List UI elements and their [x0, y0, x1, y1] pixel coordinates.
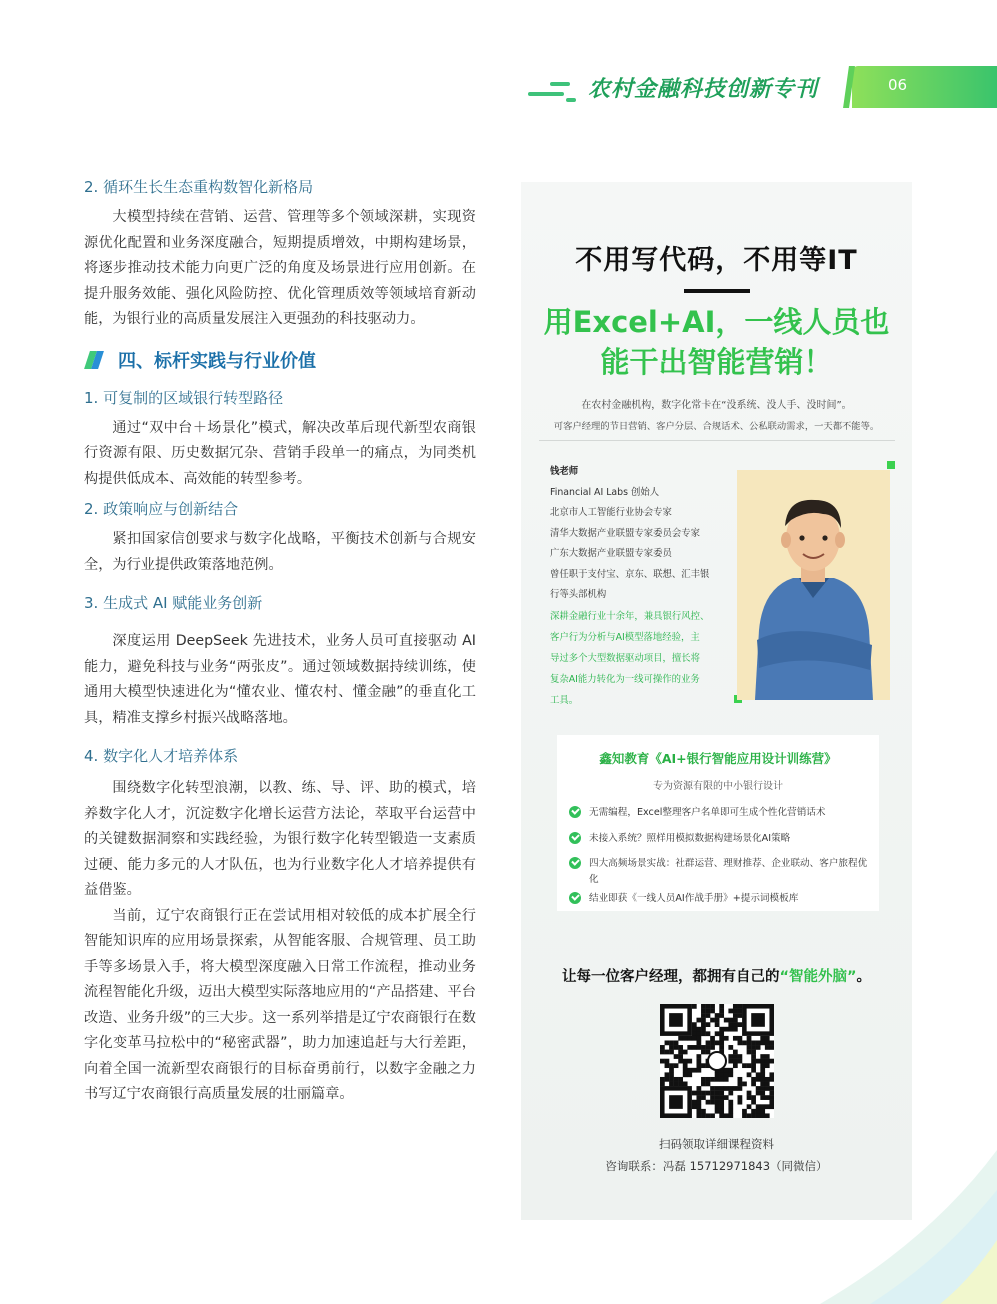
qr-center-logo	[708, 1052, 726, 1070]
paragraph: 深度运用 DeepSeek 先进技术，业务人员可直接驱动 AI 能力，避免科技与业务“两张皮”。通过领域数据持续训练，使通用大模型快速进化为“懂农业、懂农村、懂金融”的垂直化工具，精准支撑乡村振兴战略落地。	[84, 633, 476, 726]
course-subtitle: 专为资源有限的中小银行设计	[653, 781, 783, 792]
section-heading: 4. 数字化人才培养体系	[84, 747, 239, 765]
teacher-portrait	[737, 470, 890, 700]
teacher-name: 钱老师	[550, 466, 579, 477]
slogan-highlight: “智能外脑”	[779, 969, 857, 985]
ad-slogan	[521, 965, 912, 986]
subheadline-line: 能干出智能营销！	[600, 345, 833, 379]
slogan-end: 。	[856, 969, 872, 985]
course-feature	[569, 831, 874, 847]
paragraph: 围绕数字化转型浪潮，以教、练、导、评、助的模式，培养数字化人才，沉淀数字化增长运营方法论，萃取平台运营中的关键数据洞察和实践经验，为银行数字化转型锻造一支素质过硬、能力多元的人才队伍，也为行业数字化人才培养提供有益借鉴。	[84, 780, 476, 898]
teacher-profile	[550, 462, 740, 711]
journal-title: 农村金融科技创新专刊	[588, 77, 819, 102]
teacher-highlight: 导过多个大型数据驱动项目，擅长将	[550, 652, 701, 664]
chapter-title: 四、标杆实践与行业价值	[118, 350, 316, 372]
paragraph: 大模型持续在营销、运营、管理等多个领域深耕，实现资源优化配置和业务深度融合，短期提质增效，中期构建场景，将逐步推动技术能力向更广泛的角度及场景进行应用创新。在提升服务效能、强化风险防控、优化管理质效等领域培育新动能，为银行业的高质量发展注入更强劲的科技驱动力。	[84, 209, 476, 327]
teacher-title: 清华大数据产业联盟专家委员会专家	[550, 527, 701, 539]
course-feature-text: 未接入系统？照样用模拟数据构建场景化AI策略	[589, 833, 791, 844]
page-number-tab	[852, 66, 997, 108]
check-circle-icon	[569, 832, 581, 844]
teacher-title: 曾任职于支付宝、京东、联想、汇丰银	[550, 568, 710, 580]
qr-code-pattern	[660, 1004, 774, 1118]
section-heading: 2. 政策响应与创新结合	[84, 500, 239, 518]
course-feature	[569, 891, 874, 907]
chapter-heading	[84, 347, 476, 373]
ad-description-line: 可客户经理的节日营销、客户分层、合规话术、公私联动需求，一天都不能等。	[553, 421, 880, 432]
check-circle-icon	[569, 857, 581, 869]
decorative-swoosh	[700, 1150, 997, 1304]
section-heading: 1. 可复制的区域银行转型路径	[84, 388, 284, 407]
ad-description-line: 在农村金融机构，数字化常卡在“没系统、没人手、没时间”。	[581, 400, 852, 411]
qr-code[interactable]	[660, 1004, 774, 1118]
teacher-title: 广东大数据产业联盟专家委员	[550, 548, 672, 559]
teacher-highlight: 客户行为分析与AI模型落地经验，主	[550, 631, 700, 643]
article-column	[84, 176, 476, 1108]
course-title: 鑫知教育《AI+银行智能应用设计训练营》	[599, 751, 837, 766]
qr-finder-pattern	[669, 1013, 683, 1027]
subheadline-line: 用Excel+AI，一线人员也	[543, 305, 890, 339]
contact-info: 咨询联系：冯磊 15712971843（同微信）	[605, 1159, 828, 1173]
corner-marker	[887, 461, 895, 469]
qr-caption: 扫码领取详细课程资料	[659, 1137, 774, 1151]
paragraph: 通过“双中台＋场景化”模式，解决改革后现代新型农商银行资源有限、历史数据冗杂、营销手段单一的痛点，为同类机构提供低成本、高效能的转型参考。	[84, 419, 476, 487]
course-feature-text: 四大高频场景实战：社群运营、理财推荐、企业联动、客户旅程优化	[589, 858, 868, 885]
check-circle-icon	[569, 806, 581, 818]
page-number: 06	[888, 76, 908, 94]
teacher-highlight: 复杂AI能力转化为一线可操作的业务	[550, 673, 700, 685]
teacher-title: 行等头部机构	[550, 589, 607, 600]
course-feature	[569, 856, 874, 888]
qr-finder-pattern	[669, 1095, 683, 1109]
ad-subheadline	[521, 302, 912, 382]
paragraph: 紧扣国家信创要求与数字化战略，平衡技术创新与合规安全，为行业提供政策落地范例。	[84, 531, 476, 573]
paragraph: 当前，辽宁农商银行正在尝试用相对较低的成本扩展全行智能知识库的应用场景探索，从智能客服、合规管理、员工助手等多场景入手，将大模型深度融入日常工作流程，推动业务流程智能化升级，迈出大模型实际落地应用的“产品搭建、平台改造、业务升级”的三大步。这一系列举措是辽宁农商银行在数字化变革马拉松中的“秘密武器”，助力加速追赶与大行差距，向着全国一流新型农商银行的目标奋勇前行，以数字金融之力书写辽宁农商银行高质量发展的壮丽篇章。	[84, 907, 476, 1102]
course-card	[557, 735, 879, 911]
teacher-title: 北京市人工智能行业协会专家	[550, 507, 672, 518]
teacher-highlight: 深耕金融行业十余年，兼具银行风控、	[550, 610, 710, 622]
qr-finder-pattern	[751, 1013, 765, 1027]
ad-headline: 不用写代码，不用等IT	[575, 245, 858, 276]
check-circle-icon	[569, 892, 581, 904]
course-feature-text: 无需编程，Excel整理客户名单即可生成个性化营销话术	[589, 807, 826, 818]
section-heading: 2. 循环生长生态重构数智化新格局	[84, 178, 314, 196]
teacher-highlight: 工具。	[550, 694, 579, 706]
section-heading: 3. 生成式 AI 赋能业务创新	[84, 594, 263, 612]
course-feature-text: 结业即获《一线人员AI作战手册》+提示词模板库	[589, 893, 799, 904]
course-advertisement	[521, 182, 912, 1220]
course-feature	[569, 805, 874, 821]
headline-divider	[684, 289, 750, 293]
section-parallelogram-icon	[84, 351, 104, 369]
teacher-portrait-illustration	[737, 470, 890, 700]
teacher-title: Financial AI Labs 创始人	[550, 486, 660, 498]
divider	[539, 440, 895, 441]
slogan-text: 让每一位客户经理，都拥有自己的	[561, 969, 780, 985]
